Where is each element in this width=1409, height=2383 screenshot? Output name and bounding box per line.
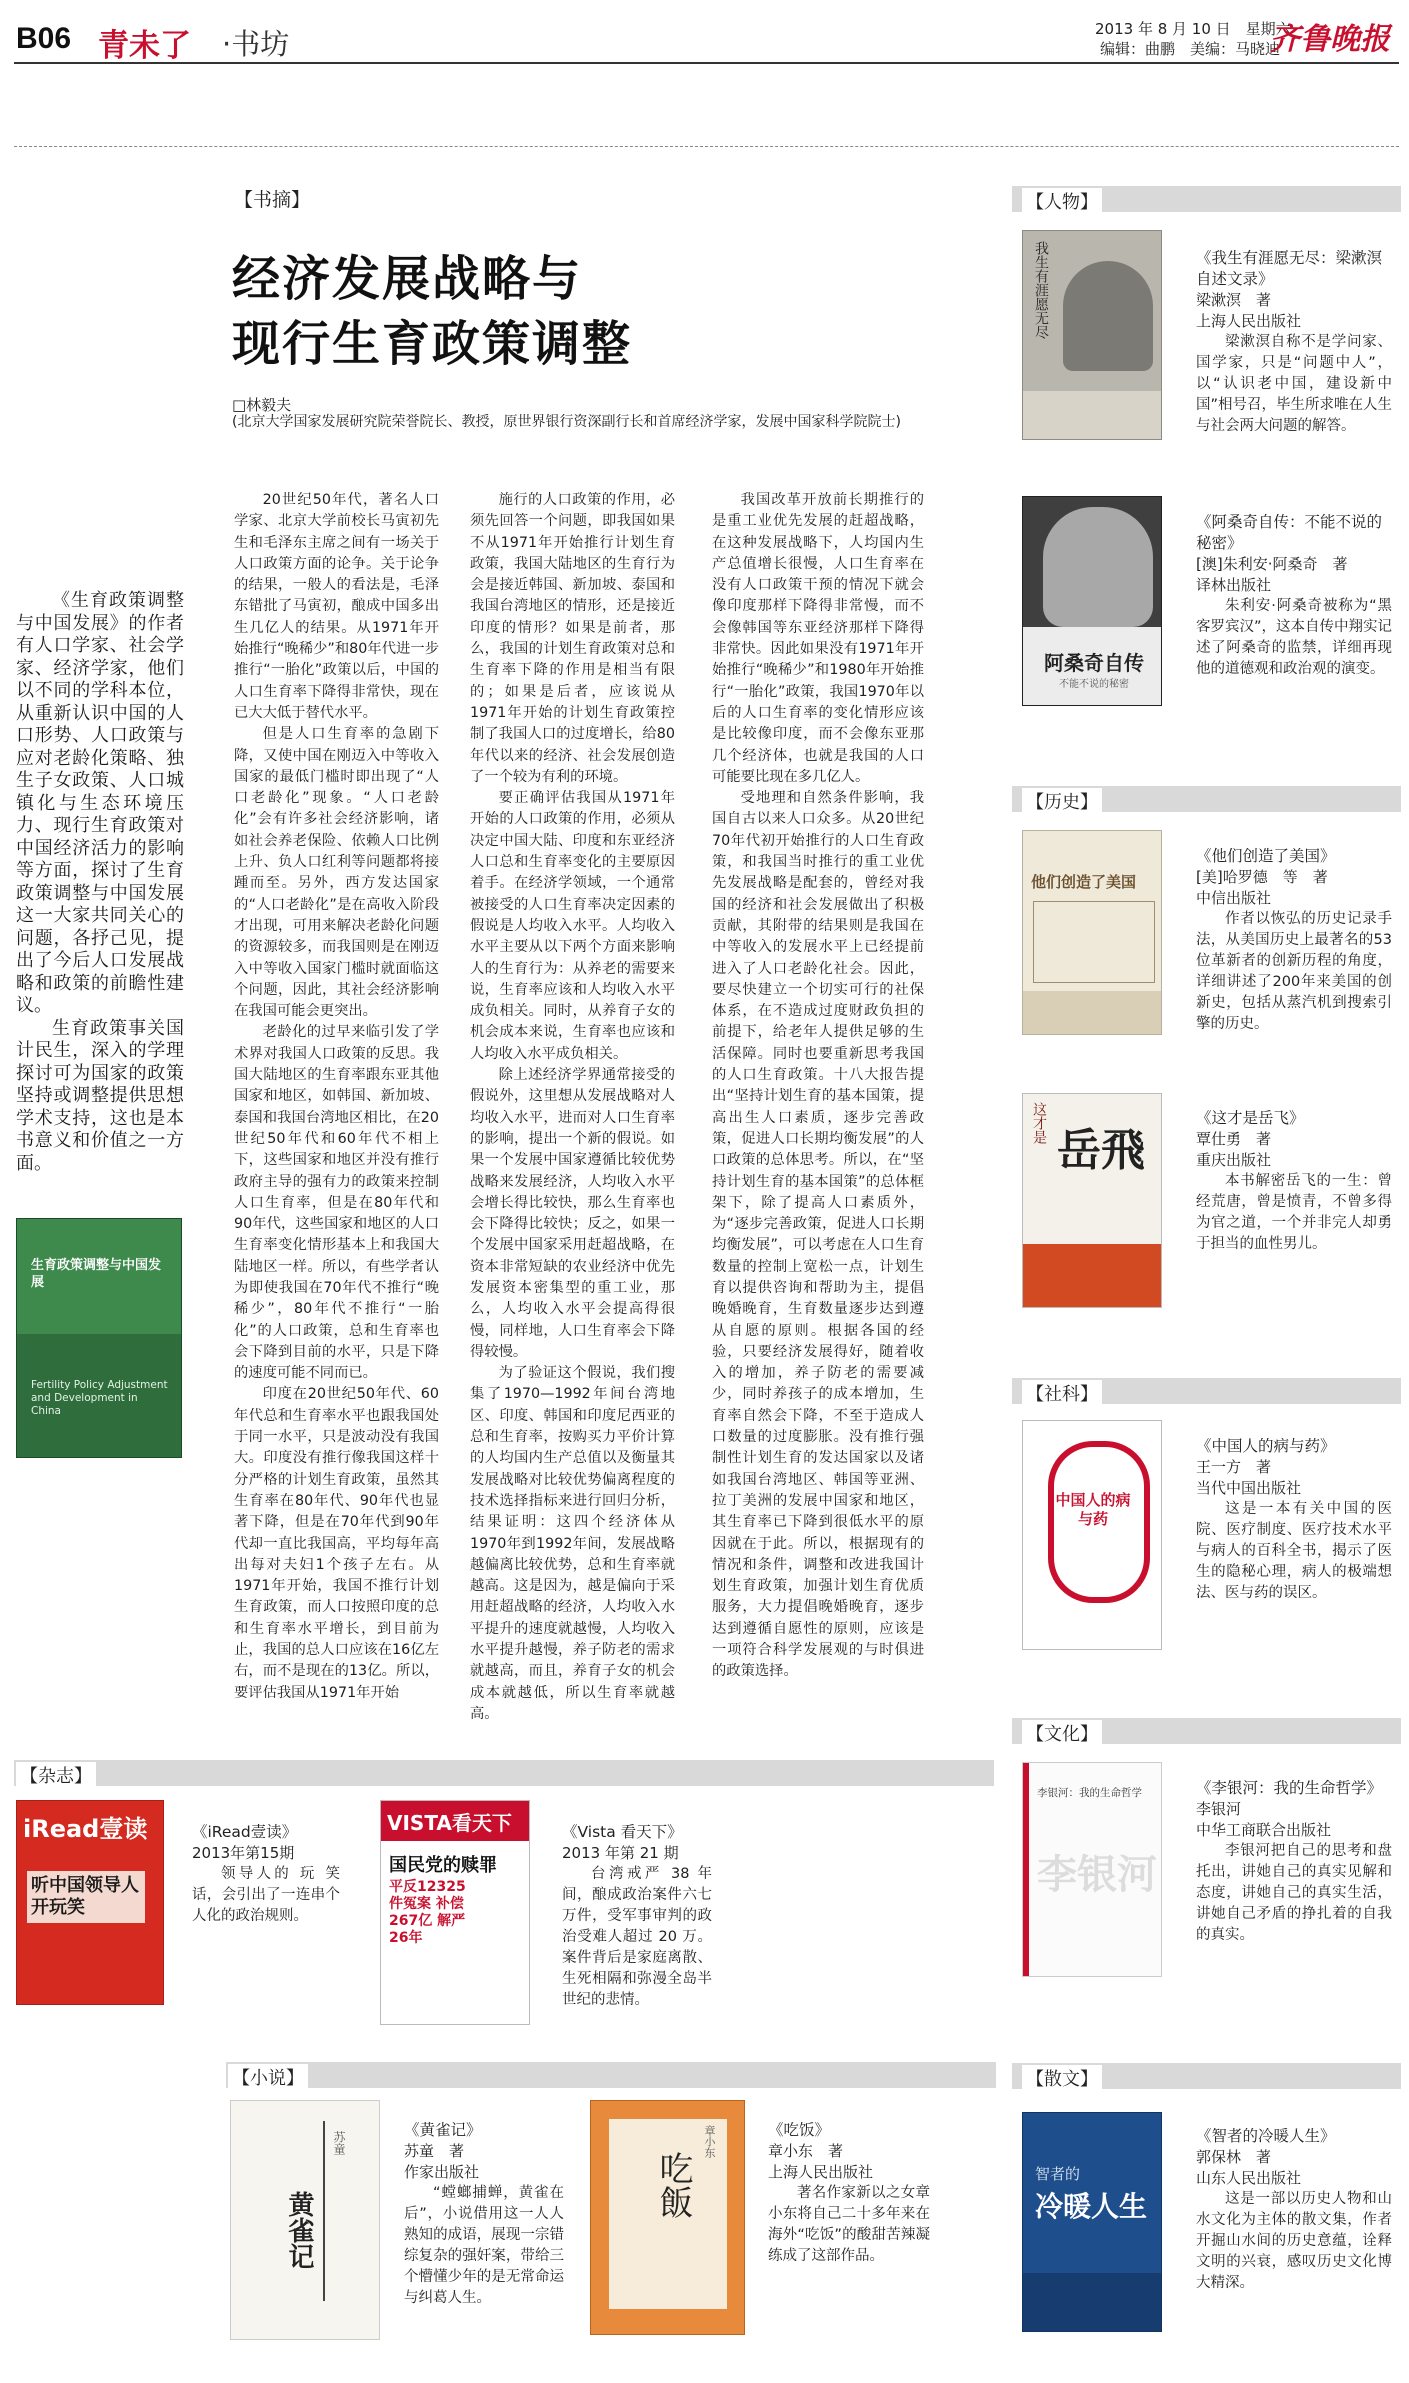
book-author: 苏童 著	[404, 2142, 465, 2160]
book-entry-disease	[1196, 1436, 1392, 1604]
article-paragraph: 施行的人口政策的作用，必须先回答一个问题，即我国如果不从1971年开始推行计划生育政策，我国大陆地区的生育行为会是接近韩国、新加坡、泰国和我国台湾地区的情形，还是接近印度的情形？如果是前者，那么，我国的计划生育政策对总和生育率下降的作用是相当有限的；如果是后者，应该说从1971年开始的计划生育政策控制了我国人口的过度增长，给80年代以来的经济、社会发展创造了一个较为有利的环境。	[470, 492, 675, 785]
section-label-novel: 【小说】	[228, 2064, 308, 2090]
cover-subtitle-2: 平反12325件冤案 补偿267亿 解严26年	[389, 1879, 466, 1946]
cover-subtitle: 听中国领导人开玩笑	[27, 1871, 145, 1923]
article-paragraph: 我国改革开放前长期推行的是重工业优先发展的赶超战略，在这种发展战略下，人均国内生产总值增长很慢，人口生育率在没有人口政策干预的情况下就会像印度那样下降得非常慢，而不会像韩国等东亚经济那样下降得非常快。因此如果没有1971年开始推行“晚稀少”和1980年开始推行“一胎化”政策，我国1970年以后的人口生育率的变化情形应该是比较像印度，而不会像东亚那几个经济体，也就是我国的人口可能要比现在多几亿人。	[712, 492, 924, 785]
cover-text: 阿桑奇自传	[1044, 651, 1144, 675]
cover-text: VISTA看天下	[387, 1811, 512, 1835]
magazine-title: 《Vista 看天下》	[562, 1823, 683, 1841]
book-entry-liang	[1196, 248, 1392, 437]
book-title: 《吃饭》	[768, 2121, 831, 2139]
book-entry-assange	[1196, 512, 1392, 680]
book-entry-huangque	[404, 2120, 564, 2309]
cover-subtitle: 李银河：我的生命哲学	[1037, 1787, 1142, 1799]
book-entry-wise	[1196, 2126, 1392, 2294]
section-label-social: 【社科】	[1022, 1380, 1102, 1406]
book-entry-chifan	[768, 2120, 930, 2267]
article-column-2	[470, 490, 675, 1725]
intro-book-cover	[16, 1218, 182, 1458]
magazine-cover-iread	[16, 1800, 164, 2005]
cover-subtitle: 不能不说的秘密	[1059, 679, 1129, 690]
book-publisher: 中华工商联合出版社	[1196, 1821, 1332, 1839]
book-author: 郭保林 著	[1196, 2148, 1272, 2166]
book-author: [美]哈罗德 等 著	[1196, 868, 1328, 886]
book-title: 《黄雀记》	[404, 2121, 482, 2139]
book-description: 著名作家新以之女章小东将自己二十多年来在海外“吃饭”的酸甜苦辣凝练成了这部作品。	[768, 2185, 930, 2264]
header-rule	[14, 62, 1399, 64]
book-cover-assange	[1022, 496, 1162, 706]
article-kicker: 【书摘】	[230, 185, 314, 212]
book-description: 梁漱溟自称不是学问家、国学家，只是“问题中人”，以“认识老中国，建设新中国”相号召，毕生所求唯在人生与社会两大问题的解答。	[1196, 334, 1393, 434]
magazine-description: 领导人的 玩 笑话，会引出了一连串个人化的政治规则。	[192, 1866, 340, 1924]
book-publisher: 译林出版社	[1196, 576, 1272, 594]
book-cover-wise	[1022, 2112, 1162, 2332]
cover-subtitle: 智者的	[1035, 2165, 1081, 2183]
magazine-entry-iread	[192, 1822, 340, 1927]
book-publisher: 重庆出版社	[1196, 1151, 1272, 1169]
book-cover-huangque	[230, 2100, 380, 2340]
book-description: 李银河把自己的思考和盘托出，讲她自己的真实见解和态度，讲她自己的真实生活，讲她自己矛盾的挣扎着的自我的真实。	[1196, 1843, 1392, 1943]
header-dashed-rule	[14, 146, 1399, 147]
book-description: 这是一部以历史人物和山水文化为主体的散文集，作者开掘山水间的历史意蕴，诠释文明的兴衰，感叹历史文化博大精深。	[1196, 2191, 1392, 2291]
section-band-novel	[226, 2062, 996, 2088]
article-intro	[16, 590, 184, 1175]
book-publisher: 上海人民出版社	[768, 2163, 874, 2181]
intro-cover-subtitle: Fertility Policy Adjustment and Development in China	[31, 1379, 168, 1417]
book-title: 《李银河：我的生命哲学》	[1196, 1779, 1383, 1797]
book-description: 本书解密岳飞的一生：曾经荒唐，曾是愤青，不曾多得为官之道，一个并非完人却勇于担当的血性男儿。	[1196, 1173, 1392, 1252]
book-description: 这是一本有关中国的医院、医疗制度、医疗技术水平与病人的百科全书，揭示了医生的隐秘心理，病人的极端想法、医与药的误区。	[1196, 1501, 1392, 1601]
author-bio: (北京大学国家发展研究院荣誉院长、教授，原世界银行资深副行长和首席经济学家，发展中国家科学院院士)	[232, 414, 901, 430]
cover-text: 他们创造了美国	[1031, 873, 1137, 891]
book-cover-disease	[1022, 1420, 1162, 1650]
book-author: 李银河	[1196, 1800, 1242, 1818]
section-label-culture: 【文化】	[1022, 1720, 1102, 1746]
book-entry-liyinhe	[1196, 1778, 1392, 1946]
section-subtitle: ·书坊	[222, 27, 290, 61]
newspaper-logo: 齐鲁晚报	[1270, 22, 1390, 57]
article-paragraph: 但是人口生育率的急剧下降，又使中国在刚迈入中等收入国家的最低门槛时即出现了“人口老龄化”现象。“人口老龄化”会有许多社会经济影响，诸如社会养老保险、依赖人口比例上升、负人口红利等问题都将接踵而至。另外，西方发达国家的“人口老龄化”是在高收入阶段才出现，可用来解决老龄化问题的资源较多，而我国则是在刚迈入中等收入国家门槛时就面临这个问题，因此，其社会经济影响在我国可能会更突出。	[234, 726, 439, 1020]
book-entry-yuefei	[1196, 1108, 1392, 1255]
article-paragraph: 受地理和自然条件影响，我国自古以来人口众多。从20世纪70年代初开始推行的人口生育政策，和我国当时推行的重工业优先发展战略是配套的，曾经对我国的经济和社会发展做出了积极贡献，其附带的结果则是我国在中等收入的发展水平上已经提前进入了人口老龄化社会。因此，要尽快建立一个切实可行的社保体系，在不造成过度财政负担的前提下，给老年人提供足够的生活保障。同时也要重新思考我国的人口生育政策。十八大报告提出“坚持计划生育的基本国策，提高出生人口素质，逐步完善政策，促进人口长期均衡发展”的人口政策的总体思考。所以，在“坚持计划生育的基本国策”的总体框架下，除了提高人口素质外，为“逐步完善政策，促进人口长期均衡发展”，可以考虑在人口生育数量的控制上宽松一点，计划生育以提供咨询和帮助为主，提倡晚婚晚育，生育数量逐步达到遵从自愿的原则。根据各国的经验，只要经济发展得好，随着收入的增加，养子防老的需要减少，同时养孩子的成本增加，生育率自然会下降，不至于造成人口数量的过度膨胀。没有推行强制性计划生育的发达国家以及诸如我国台湾地区、韩国等亚洲、拉丁美洲的发展中国家和地区，其生育率已下降到很低水平的原因就在于此。所以，根据现有的情况和条件，调整和改进我国计划生育政策，加强计划生育优质服务，大力提倡晚婚晚育，逐步达到遵循自愿性的原则，应该是一项符合科学发展观的与时俱进的政策选择。	[712, 790, 924, 1680]
book-entry-america	[1196, 846, 1392, 1035]
book-publisher: 上海人民出版社	[1196, 312, 1302, 330]
article-title-line2: 现行生育政策调整	[232, 316, 633, 372]
article-paragraph: 老龄化的过早来临引发了学术界对我国人口政策的反思。我国大陆地区的生育率跟东亚其他国家和地区，如韩国、新加坡、泰国和我国台湾地区相比，在20世纪50年代和60年代不相上下，这些国家和地区并没有推行政府主导的强有力的政策来控制人口生育率，但是在80年代和90年代，这些国家和地区的人口生育率变化情形基本上和我国大陆地区一样。所以，有些学者认为即使我国在70年代不推行“晚稀少”，80年代不推行“一胎化”的人口政策，总和生育率也会下降到目前的水平，只是下降的速度可能不同而已。	[234, 1024, 439, 1382]
section-label-history: 【历史】	[1022, 788, 1102, 814]
intro-paragraph: 《生育政策调整与中国发展》的作者有人口学家、社会学家、经济学家，他们以不同的学科本位，从重新认识中国的人口形势、人口政策与应对老龄化策略、独生子女政策、人口城镇化与生态环境压力、现行生育政策对中国经济活力的影响等方面，探讨了生育政策调整与中国发展这一大家共同关心的问题，各抒己见，提出了今后人口发展战略和政策的前瞻性建议。	[16, 590, 184, 1016]
book-title: 《这才是岳飞》	[1196, 1109, 1305, 1127]
book-author: [澳]朱利安·阿桑奇 著	[1196, 555, 1348, 573]
page-number: B06	[16, 22, 72, 55]
article-column-3	[712, 490, 924, 1683]
book-publisher: 当代中国出版社	[1196, 1479, 1302, 1497]
article-byline: □林毅夫	[232, 396, 292, 414]
book-title: 《我生有涯愿无尽：梁漱溟自述文录》	[1196, 249, 1383, 288]
editors-credit: 编辑：曲鹏 美编：马晓迪	[1100, 40, 1281, 58]
book-description: “螳螂捕蝉，黄雀在后”，小说借用这一人人熟知的成语，展现一宗错综复杂的强奸案，带给三个懵懂少年的是无常命运与纠葛人生。	[404, 2185, 564, 2306]
book-title: 《中国人的病与药》	[1196, 1437, 1336, 1455]
magazine-entry-vista	[562, 1822, 712, 2011]
intro-cover-title: 生育政策调整与中国发展	[31, 1258, 162, 1290]
article-title-line1: 经济发展战略与	[232, 251, 583, 307]
cover-text: 中国人的病与药	[1055, 1491, 1131, 1528]
article-column-1	[234, 490, 439, 1704]
book-publisher: 山东人民出版社	[1196, 2169, 1302, 2187]
book-title: 《他们创造了美国》	[1196, 847, 1336, 865]
book-title: 《智者的冷暖人生》	[1196, 2127, 1336, 2145]
cover-subtitle: 章小东	[703, 2125, 716, 2158]
book-cover-liang	[1022, 230, 1162, 440]
cover-text: 李银河	[1037, 1852, 1157, 1898]
cover-text: 吃飯	[653, 2151, 693, 2219]
cover-text: 冷暖人生	[1035, 2190, 1148, 2223]
magazine-issue: 2013 年第 21 期	[562, 1844, 679, 1862]
book-author: 梁漱溟 著	[1196, 291, 1272, 309]
book-description: 朱利安·阿桑奇被称为“黑客罗宾汉”，这本自传中翔实记述了阿桑奇的监禁，详细再现他的道德观和政治观的演变。	[1196, 598, 1393, 677]
book-title: 《阿桑奇自传：不能不说的秘密》	[1196, 513, 1383, 552]
book-cover-liyinhe	[1022, 1762, 1162, 1977]
section-label-people: 【人物】	[1022, 188, 1102, 214]
article-paragraph: 要正确评估我国从1971年开始的人口政策的作用，必须从决定中国大陆、印度和东亚经济人口总和生育率变化的主要原因着手。在经济学领域，一个通常被接受的人口生育率决定因素的假说是人均收入水平。人均收入水平主要从以下两个方面来影响人的生育行为：从养老的需要来说，生育率应该和人均收入水平成负相关。同时，从养育子女的机会成本来说，生育率也应该和人均收入水平成负相关。	[470, 790, 675, 1062]
cover-text: iRead壹读	[23, 1815, 148, 1843]
section-label-prose: 【散文】	[1022, 2065, 1102, 2091]
issue-date: 2013 年 8 月 10 日 星期六	[1095, 20, 1291, 38]
article-paragraph: 除上述经济学界通常接受的假说外，这里想从发展战略对人均收入水平，进而对人口生育率的影响，提出一个新的假说。如果一个发展中国家遵循比较优势战略来发展经济，人均收入水平会增长得比较快，那么生育率也会下降得比较快；反之，如果一个发展中国家采用赶超战略，在资本非常短缺的农业经济中优先发展资本密集型的重工业，那么，人均收入水平会提高得很慢，同样地，人口生育率会下降得较慢。	[470, 1067, 675, 1360]
magazine-title: 《iRead壹读》	[192, 1823, 298, 1841]
book-cover-america	[1022, 830, 1162, 1035]
cover-subtitle: 苏童	[332, 2131, 346, 2155]
article-paragraph: 为了验证这个假说，我们搜集了1970—1992年间台湾地区、印度、韩国和印度尼西亚的总和生育率，按购买力平价计算的人均国内生产总值以及衡量其发展战略对比较优势偏离程度的技术选择指标来进行回归分析，结果证明：这四个经济体从1970年到1992年间，发展战略越偏离比较优势，总和生育率就越高。这是因为，越是偏向于采用赶超战略的经济，人均收入水平提升的速度就越慢，人均收入水平提升越慢，养子防老的需求就越高，而且，养育子女的机会成本就越低，所以生育率就越高。	[470, 1365, 675, 1722]
cover-subtitle: 这才是	[1031, 1102, 1047, 1144]
book-publisher: 作家出版社	[404, 2163, 480, 2181]
cover-text: 岳飛	[1057, 1125, 1145, 1176]
section-band-magazine	[14, 1760, 994, 1786]
magazine-cover-vista	[380, 1800, 530, 2025]
cover-subtitle: 国民党的赎罪	[389, 1855, 497, 1876]
book-author: 王一方 著	[1196, 1458, 1272, 1476]
magazine-issue: 2013年第15期	[192, 1844, 295, 1862]
section-label-magazine: 【杂志】	[16, 1762, 96, 1788]
book-author: 章小东 著	[768, 2142, 844, 2160]
book-description: 作者以恢弘的历史记录手法，从美国历史上最著名的53位革新者的创新历程的角度，详细讲述了200年来美国的创新史，包括从蒸汽机到搜索引擎的历史。	[1196, 911, 1392, 1032]
cover-text: 我生有涯愿无尽	[1033, 241, 1049, 339]
book-cover-chifan	[590, 2100, 745, 2335]
article-paragraph: 20世纪50年代，著名人口学家、北京大学前校长马寅初先生和毛泽东主席之间有一场关于人口政策方面的论争。关于论争的结果，一般人的看法是，毛泽东错批了马寅初，酿成中国多出生几亿人的结果。从1971年开始推行“晚稀少”和80年代进一步推行“一胎化”政策以后，中国的人口生育率下降得非常快，现在已大大低于替代水平。	[234, 492, 439, 721]
section-name: 青未了	[98, 28, 191, 64]
article-paragraph: 印度在20世纪50年代、60年代总和生育率水平也跟我国处于同一水平，只是波动没有我国大。印度没有推行像我国这样十分严格的计划生育政策，虽然其生育率在80年代、90年代也显著下降，但是在70年代到90年代却一直比我国高，平均每年高出每对夫妇1个孩子左右。从1971年开始，我国不推行计划生育政策，而人口按照印度的总和生育率水平增长，到目前为止，我国的总人口应该在16亿左右，而不是现在的13亿。所以，要评估我国从1971年开始	[234, 1386, 439, 1701]
book-cover-yuefei	[1022, 1093, 1162, 1308]
book-publisher: 中信出版社	[1196, 889, 1272, 907]
book-author: 覃仕勇 著	[1196, 1130, 1272, 1148]
magazine-description: 台湾戒严 38 年间，酿成政治案件六七万件，受军事审判的政治受难人超过 20 万。案件背后是家庭离散、生死相隔和弥漫全岛半世纪的悲情。	[562, 1866, 712, 2008]
intro-paragraph: 生育政策事关国计民生，深入的学理探讨可为国家的政策坚持或调整提供思想学术支持，这也是本书意义和价值之一方面。	[16, 1017, 184, 1174]
cover-text: 黄雀记	[284, 2191, 314, 2269]
